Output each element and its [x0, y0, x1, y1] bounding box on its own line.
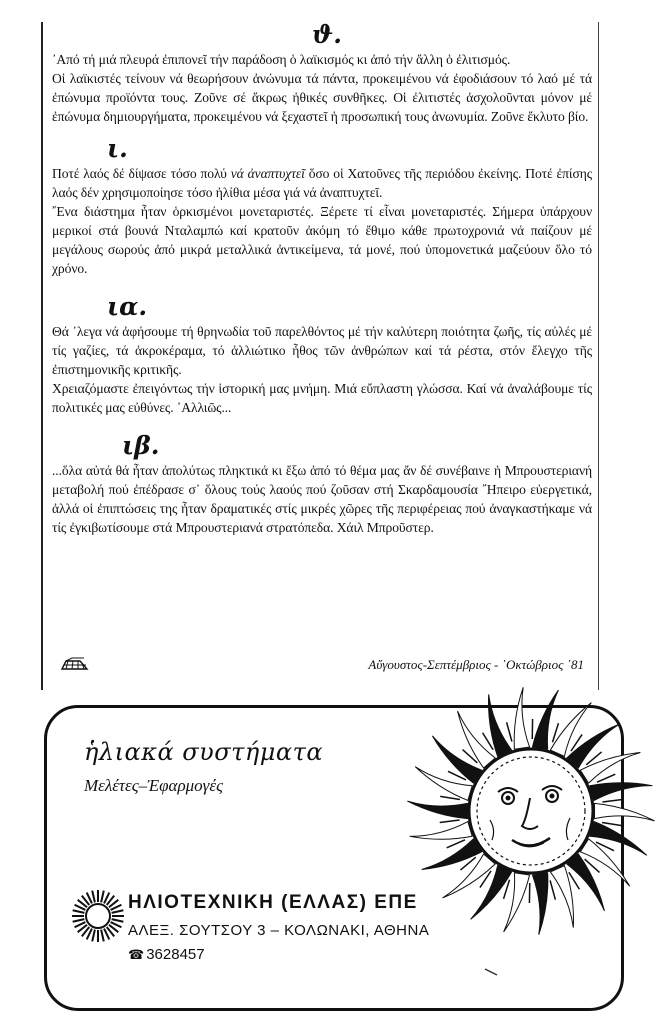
article [52, 20, 592, 541]
company-address: ΑΛΕΞ. ΣΟΥΤΣΟΥ 3 – ΚΟΛΩΝΑΚΙ, ΑΘΗΝΑ [128, 922, 430, 939]
company-name: ΗΛΙΟΤΕΧΝΙΚΗ (ΕΛΛΑΣ) ΕΠΕ [128, 892, 418, 913]
advert-title: ἡλιακά συστήματα [84, 738, 324, 766]
section-9 [52, 20, 592, 126]
paragraph: Χρειαζόμαστε ἐπειγόντως τήν ἱστορική μας μνήμη. Μιά εὔπλαστη γλώσσα. Καί νά ἀναλάβουμε τίς πολιτικές μας εὐθύνες. ᾿Αλλιῶς... [52, 381, 592, 415]
section-number: ιβ. [122, 431, 160, 460]
tank-doodle-icon [60, 657, 90, 671]
paragraph: ῎Ενα διάστημα ἦταν ὁρκισμένοι μονεταριστές. Ξέρετε τί εἶναι μονεταριστές. Σήμερα ὑπάρχουν μερικοί στά βουνά Νταλαμπώ καί κρατοῦν ἀκόμη τό ἔθιμο κάθε πρωτοχρονιά νά παίζουν μέ μεγάλους σωρούς ἀπό μικρά μεταλλικά ἀντικείμενα, τά μονέ, πού ὑπομονετικά μαζεύουν ὅλο τό χρόνο. [52, 204, 592, 276]
column-rule-right [598, 22, 599, 690]
section-number: ια. [107, 292, 148, 321]
company-phone [128, 946, 205, 963]
phone-number: 3628457 [146, 946, 205, 963]
publication-date: Αὔγουστος-Σεπτέμβριος - ᾿Οκτώβριος ᾿81 [368, 657, 584, 672]
section-12 [52, 431, 592, 537]
paragraph [52, 164, 592, 202]
scan-mark [484, 968, 498, 976]
article-footer [60, 655, 588, 681]
paragraph: Θά ᾿λεγα νά ἀφήσουμε τή θρηνωδία τοῦ παρελθόντος μέ τήν καλύτερη ποιότητα ζωῆς, τίς αὐλές μέ τίς γαζίες, τά ἀκροκέραμα, τό ἀλλιώτικο ἦθος τῶν ἀνθρώπων καί τά ρέστα, στόν ἔλεγχο τῆς ἐπιστημονικῆς κριτικῆς. [52, 324, 592, 377]
advert-subtitle: Μελέτες–Ἐφαρμογές [84, 776, 223, 795]
phone-icon: ☎ [128, 947, 145, 962]
paragraph: Οἱ λαϊκιστές τείνουν νά θεωρήσουν ἀνώνυμα τά πάντα, προκειμένου νά ἐφοδιάσουν τό λαό μέ τά ἐπώνυμα προϊόντα τους. Ζοῦνε σέ ἄκρως ἠθικές συνθῆκες. Οἱ ἐλιτιστές ἀσχολοῦνται μόνον μέ ἐπώνυμα δημιουργήματα, προκειμένου νά ξεχαστεῖ ἡ προσωπική τους ἀνωνυμία. Ζοῦνε ἔκλυτο βίο. [52, 71, 592, 124]
section-number: ι. [107, 134, 128, 163]
sun-face-illustration [400, 680, 662, 942]
paragraph-text: Ποτέ λαός δέ δίψασε τόσο πολύ [52, 166, 231, 181]
paragraph: ᾿Από τή μιά πλευρά ἐπιπονεῖ τήν παράδοση ὁ λαϊκισμός κι ἀπό τήν ἄλλη ὁ ἐλιτισμός. [52, 52, 511, 67]
column-rule-left [41, 22, 43, 690]
section-number: ϑ. [312, 20, 342, 49]
section-11 [52, 292, 592, 417]
sunburst-logo-icon [70, 888, 126, 944]
paragraph-emphasis: νά ἀναπτυχτεῖ [230, 166, 305, 181]
section-10 [52, 134, 592, 278]
paragraph: ...ὅλα αὐτά θά ἦταν ἀπολύτως πληκτικά κι ἔξω ἀπό τό θέμα μας ἄν δέ συνέβαινε ἡ Μπρουστεριανή μεταβολή πού ἐπέδρασε σ᾿ ὅλους τούς λαούς πού ζοῦσαν στή Σκαρδαμουσία ῎Ηπειρο εὐεργετικά, ἀλλά οἱ ἐπιπτώσεις της ἦταν δραματικές στίς μικρές χῶρες τῆς περιφέρειας πού ἀναγκαστήκαμε νά τίς ἐγκιβωτίσουμε στά Μπρουστεριανά στρατόπεδα. Χάιλ Μπροῦστερ. [52, 463, 592, 535]
paragraph-text: ὅσο οἱ Χατοῦνες τῆς περιόδου ἐκείνης. Ποτέ ἐπίσης λαός δέν χρησιμοποίησε τόσο ἠλίθια μέσα γιά νά ἀναπτυχτεῖ. [52, 166, 592, 200]
